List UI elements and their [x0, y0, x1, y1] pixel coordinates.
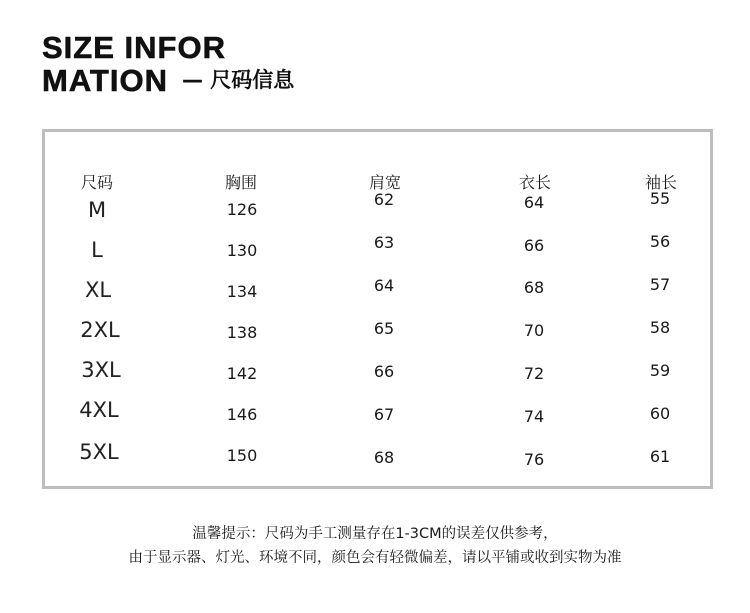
row-l-chest: 130 [226, 241, 258, 260]
header-length: 衣长 [518, 173, 552, 192]
row-m-length: 64 [523, 193, 545, 212]
row-2xl-chest: 138 [226, 323, 258, 342]
header-sleeve: 袖长 [644, 173, 678, 192]
size-info-subtitle: — 尺码信息 [182, 68, 295, 92]
row-xl-chest: 134 [226, 282, 258, 301]
row-2xl-size: 2XL [80, 318, 120, 342]
row-2xl-shoulder: 65 [373, 319, 395, 338]
row-l-length: 66 [523, 236, 545, 255]
row-2xl-sleeve: 58 [649, 318, 671, 337]
size-info-title-line1: SIZE INFOR [42, 30, 226, 65]
row-4xl-size: 4XL [79, 398, 119, 422]
row-xl-shoulder: 64 [373, 276, 395, 295]
row-5xl-length: 76 [523, 450, 545, 469]
size-info-title-line2: MATION [42, 63, 168, 98]
measurement-note: 温馨提示：尺码为手工测量存在1-3CM的误差仅供参考， [192, 526, 558, 542]
row-3xl-sleeve: 59 [649, 361, 671, 380]
row-xl-sleeve: 57 [649, 275, 671, 294]
row-l-sleeve: 56 [649, 232, 671, 251]
row-m-shoulder: 62 [373, 190, 395, 209]
row-3xl-length: 72 [523, 364, 545, 383]
row-3xl-shoulder: 66 [373, 362, 395, 381]
row-m-chest: 126 [226, 200, 258, 219]
row-3xl-size: 3XL [81, 358, 121, 382]
row-2xl-length: 70 [523, 321, 545, 340]
row-4xl-chest: 146 [226, 405, 258, 424]
header-size: 尺码 [80, 173, 114, 192]
color-note: 由于显示器、灯光、环境不同，颜色会有轻微偏差，请以平铺或收到实物为准 [128, 550, 622, 566]
row-l-size: L [91, 238, 103, 262]
row-xl-size: XL [84, 278, 112, 302]
row-5xl-size: 5XL [79, 440, 119, 464]
row-4xl-length: 74 [523, 407, 545, 426]
row-4xl-sleeve: 60 [649, 404, 671, 423]
row-3xl-chest: 142 [226, 364, 258, 383]
row-m-size: M [87, 198, 107, 222]
row-l-shoulder: 63 [373, 233, 395, 252]
row-5xl-shoulder: 68 [373, 448, 395, 467]
row-4xl-shoulder: 67 [373, 405, 395, 424]
header-shoulder: 肩宽 [368, 173, 402, 192]
row-m-sleeve: 55 [649, 189, 671, 208]
row-5xl-chest: 150 [226, 446, 258, 465]
row-xl-length: 68 [523, 278, 545, 297]
size-table-frame [42, 129, 713, 489]
row-5xl-sleeve: 61 [649, 447, 671, 466]
header-chest: 胸围 [224, 173, 258, 192]
